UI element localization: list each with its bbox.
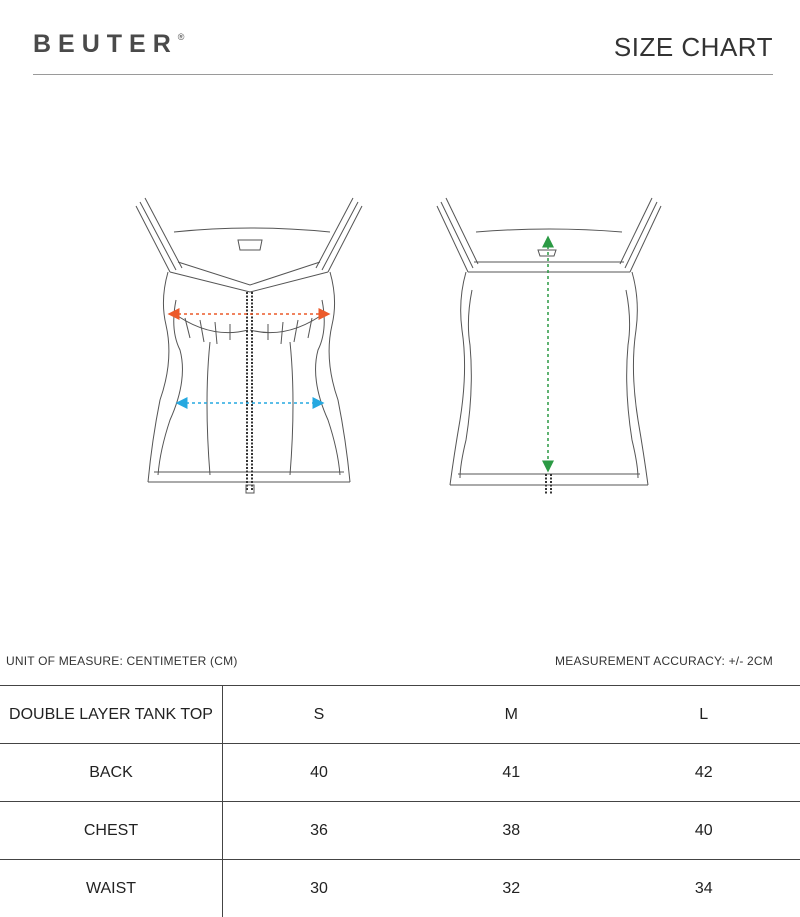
header-divider [33, 74, 773, 75]
cell-back-l: 42 [608, 744, 800, 802]
brand-logo [33, 30, 184, 59]
brand-name: BEUTER [33, 30, 178, 58]
front-view [136, 198, 362, 493]
size-header-s: S [223, 686, 416, 744]
cell-chest-m: 38 [415, 802, 608, 860]
table-header-row [0, 686, 800, 744]
cell-waist-m: 32 [415, 860, 608, 917]
row-label-chest: CHEST [0, 802, 223, 860]
table-row [0, 860, 800, 917]
size-header-m: M [415, 686, 608, 744]
cell-chest-s: 36 [223, 802, 416, 860]
cell-waist-s: 30 [223, 860, 416, 917]
cell-chest-l: 40 [608, 802, 800, 860]
page-title: SIZE CHART [614, 32, 773, 63]
row-label-waist: WAIST [0, 860, 223, 917]
cell-back-s: 40 [223, 744, 416, 802]
table-row [0, 802, 800, 860]
garment-illustrations [0, 190, 800, 500]
product-name-cell: DOUBLE LAYER TANK TOP [0, 686, 223, 744]
back-view [437, 198, 661, 495]
table-row [0, 744, 800, 802]
measurement-accuracy: MEASUREMENT ACCURACY: +/- 2CM [555, 654, 773, 668]
cell-waist-l: 34 [608, 860, 800, 917]
size-table [0, 685, 800, 917]
unit-of-measure: UNIT OF MEASURE: CENTIMETER (CM) [6, 654, 238, 668]
row-label-back: BACK [0, 744, 223, 802]
registered-mark: ® [178, 32, 185, 42]
size-header-l: L [608, 686, 800, 744]
cell-back-m: 41 [415, 744, 608, 802]
